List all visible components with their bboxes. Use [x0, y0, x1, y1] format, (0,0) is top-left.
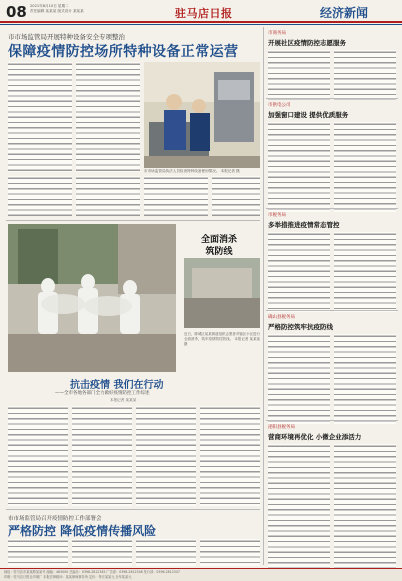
brief-headline: 开展社区疫情防控志愿服务 — [268, 39, 346, 47]
brief-headline: 多举措推进疫情常态管控 — [268, 221, 340, 229]
edition-info — [30, 4, 110, 14]
brief-body — [334, 50, 396, 100]
feature-overlay-title-1: 全面消杀 — [200, 235, 237, 245]
bottom-kicker: 市市场监管局召开疫情防控工作部署会 — [8, 516, 102, 522]
brief-divider — [266, 310, 398, 311]
lead-kicker: 市市场监管局开展特种设备安全专项整治 — [8, 33, 125, 41]
feature-subline: ——全市各地各部门全力做好疫情防控工作综述 — [55, 391, 150, 396]
feature-side-photo — [184, 258, 260, 328]
feature-body-column — [200, 406, 260, 506]
brief-body — [268, 444, 330, 569]
feature-photo — [8, 224, 176, 372]
page-number: 08 — [6, 3, 27, 21]
brief-5 — [268, 424, 398, 569]
feature-overlay-title-2: 筑防线 — [205, 247, 233, 257]
page-footer — [0, 568, 402, 581]
lead-body-column — [144, 176, 208, 216]
brief-body — [334, 444, 396, 569]
brief-source: 泌阳县税务局 — [268, 425, 295, 430]
brief-3 — [268, 212, 398, 312]
brief-1 — [268, 30, 398, 100]
brief-headline: 营商环境再优化 小微企业添活力 — [268, 433, 362, 441]
brief-body — [268, 334, 330, 424]
bottom-body-column — [8, 539, 68, 566]
lead-headline: 保障疫情防控场所特种设备正常运营 — [8, 44, 239, 60]
brief-source: 市税务局 — [268, 213, 286, 218]
feature-photo-caption: 近日，驿城区某某街道组织志愿者对辖区小区进行全面消杀，筑牢疫情防控防线。 本报记者 某某某 摄 — [184, 332, 260, 346]
header-rule — [0, 21, 402, 23]
lead-body-column — [76, 62, 140, 172]
lead-body-column — [8, 62, 72, 172]
brief-headline: 加强窗口建设 提供优质服务 — [268, 111, 349, 119]
lead-photo-caption: 市市场监管局执法人员检查特种设备使用情况。 本报记者 摄 — [144, 169, 240, 173]
bottom-body-column — [200, 539, 260, 566]
brief-2 — [268, 102, 398, 212]
inspection-photo-icon — [144, 62, 260, 168]
brief-body — [268, 122, 330, 212]
disinfection-photo-icon — [8, 224, 176, 372]
feature-body-column — [72, 406, 132, 506]
brief-body — [334, 122, 396, 212]
feature-body-column — [136, 406, 196, 506]
brief-divider — [266, 208, 398, 209]
feature-body-column — [8, 406, 68, 506]
brief-body — [334, 334, 396, 424]
story-divider — [6, 509, 260, 510]
section-title: 经济新闻 — [320, 6, 369, 20]
lead-body-column — [212, 176, 260, 216]
date-line: 2021年8月10日 星期二 — [30, 4, 69, 8]
brief-headline: 严格防控筑牢抗疫防线 — [268, 323, 333, 331]
brief-source: 确山县税务局 — [268, 315, 295, 320]
lead-body-column — [76, 176, 140, 216]
feature-headline: 抗击疫情 我们在行动 — [70, 380, 164, 391]
lead-photo — [144, 62, 260, 168]
brief-body — [334, 232, 396, 312]
brief-source: 市商务局 — [268, 31, 286, 36]
brief-source: 市供电公司 — [268, 103, 291, 108]
footer-line-2: 印刷：驻马店日报社印刷厂 本报法律顾问：某某律师事务所 定价：每月某某元 全年某某元 — [4, 574, 132, 579]
feature-byline: 本报记者 某某某 — [110, 398, 137, 402]
newspaper-masthead: 驻马店日报 — [175, 7, 233, 20]
brief-divider — [266, 420, 398, 421]
editor-line: 责任编辑 某某某 版式设计 某某某 — [30, 9, 84, 13]
bottom-body-column — [136, 539, 196, 566]
footer-line-1: 地址：驻马店市某某路某某号 邮编：463000 总编办：0396-2812345 广告部：0396-2812346 发行部：0396-2812347 — [4, 570, 180, 574]
brief-4 — [268, 314, 398, 424]
bottom-body-column — [72, 539, 132, 566]
header-rule-blue — [0, 24, 402, 25]
column-divider — [263, 27, 264, 565]
story-divider — [6, 220, 260, 221]
brief-divider — [266, 98, 398, 99]
brief-body — [268, 50, 330, 100]
community-photo-icon — [184, 258, 260, 328]
lead-body-column — [8, 176, 72, 216]
brief-body — [268, 232, 330, 312]
bottom-headline: 严格防控 降低疫情传播风险 — [8, 524, 157, 538]
